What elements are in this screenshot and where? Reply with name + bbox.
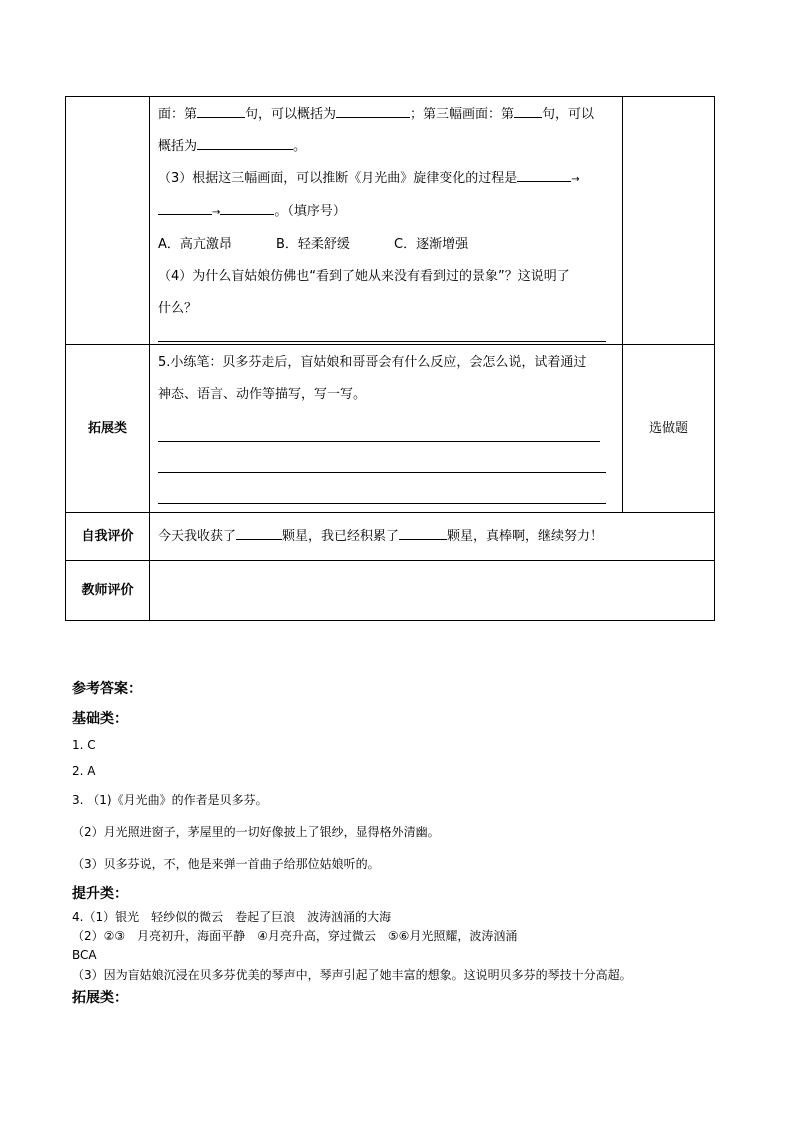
q2-line1 bbox=[158, 99, 614, 131]
blank[interactable] bbox=[197, 103, 245, 118]
basic-title: 基础类： bbox=[72, 711, 128, 727]
answer-line: （3）因为盲姑娘沉浸在贝多芬优美的琴声中，琴声引起了她丰富的想象。这说明贝多芬的琴技十分高超。 bbox=[72, 968, 632, 982]
text: 句，可以概括为 bbox=[245, 107, 337, 122]
category-cell: 拓展类 bbox=[66, 345, 150, 513]
table-row-teacher bbox=[66, 561, 715, 621]
answer-line: （3）贝多芬说，不，他是来弹一首曲子给那位姑娘听的。 bbox=[72, 857, 380, 871]
answer-line: 1. C bbox=[72, 738, 96, 752]
text: （3）根据这三幅画面，可以推断《月光曲》旋律变化的过程是 bbox=[158, 171, 518, 186]
answer-line: （2）月光照进窗子，茅屋里的一切好像披上了银纱，显得格外清幽。 bbox=[72, 825, 440, 839]
text: 。 bbox=[293, 139, 307, 154]
q3-line1 bbox=[158, 163, 614, 196]
answer-line[interactable] bbox=[158, 325, 606, 342]
answer-line: 2. A bbox=[72, 764, 96, 778]
extend-title: 拓展类： bbox=[72, 990, 128, 1006]
text: 面：第 bbox=[158, 107, 198, 122]
answer-section bbox=[72, 678, 752, 1011]
option-b: B．轻柔舒缓 bbox=[276, 237, 350, 252]
question-cell-extend bbox=[150, 345, 623, 513]
teacher-eval-cell[interactable] bbox=[150, 561, 715, 621]
question-cell-reading bbox=[150, 97, 623, 345]
answer-line: （2）②③ 月亮初升，海面平静 ④月亮升高，穿过微云 ⑤⑥月光照耀，波涛汹涌 bbox=[72, 929, 518, 943]
q5-line1: 5.小练笔：贝多芬走后，盲姑娘和哥哥会有什么反应，会怎么说，试着通过 bbox=[158, 355, 587, 370]
category-cell: 自我评价 bbox=[66, 513, 150, 561]
category-cell-empty bbox=[66, 97, 150, 345]
blank[interactable] bbox=[517, 167, 571, 182]
q4-line2: 什么？ bbox=[158, 301, 198, 316]
arrow-icon: → bbox=[212, 207, 221, 218]
q2-line2 bbox=[158, 131, 614, 163]
blank[interactable] bbox=[197, 135, 293, 150]
answer-line[interactable] bbox=[158, 442, 606, 473]
answer-line: 4.（1）银光 轻纱似的微云 卷起了巨浪 波涛汹涌的大海 bbox=[72, 910, 392, 924]
q4-line1: （4）为什么盲姑娘仿佛也“看到了她从来没有看到过的景象”？这说明了 bbox=[158, 269, 570, 284]
table-row-reading bbox=[66, 97, 715, 345]
blank[interactable] bbox=[236, 525, 282, 540]
q3-options bbox=[158, 229, 614, 261]
text: 概括为 bbox=[158, 139, 198, 154]
option-c: C．逐渐增强 bbox=[394, 237, 469, 252]
text: 。（填序号） bbox=[274, 204, 346, 219]
note-cell-empty bbox=[623, 97, 715, 345]
answer-line: 3. （1)《月光曲》的作者是贝多芬。 bbox=[72, 793, 268, 807]
text: ；第三幅画面：第 bbox=[410, 107, 515, 122]
text: 今天我收获了 bbox=[158, 528, 237, 544]
text: 颗星，我已经积累了 bbox=[282, 528, 400, 544]
blank[interactable] bbox=[514, 103, 542, 118]
text: 颗星，真棒啊，继续努力！ bbox=[447, 528, 604, 544]
answers-title: 参考答案： bbox=[72, 681, 142, 697]
text: 句，可以 bbox=[542, 107, 595, 122]
note-cell: 选做题 bbox=[623, 345, 715, 513]
arrow-icon: → bbox=[571, 174, 580, 185]
blank[interactable] bbox=[158, 200, 212, 215]
q3-line2 bbox=[158, 196, 614, 229]
self-eval-cell bbox=[150, 513, 715, 561]
blank[interactable] bbox=[336, 103, 410, 118]
worksheet-table bbox=[65, 96, 715, 621]
blank[interactable] bbox=[220, 200, 274, 215]
q5-line2: 神态、语言、动作等描写，写一写。 bbox=[158, 387, 367, 402]
table-row-extend bbox=[66, 345, 715, 513]
blank[interactable] bbox=[399, 525, 447, 540]
answer-line[interactable] bbox=[158, 473, 606, 504]
improve-title: 提升类： bbox=[72, 886, 128, 902]
answer-line: BCA bbox=[72, 948, 97, 962]
option-a: A．高亢激昂 bbox=[158, 237, 232, 252]
table-row-self bbox=[66, 513, 715, 561]
category-cell: 教师评价 bbox=[66, 561, 150, 621]
answer-line[interactable] bbox=[158, 411, 600, 442]
